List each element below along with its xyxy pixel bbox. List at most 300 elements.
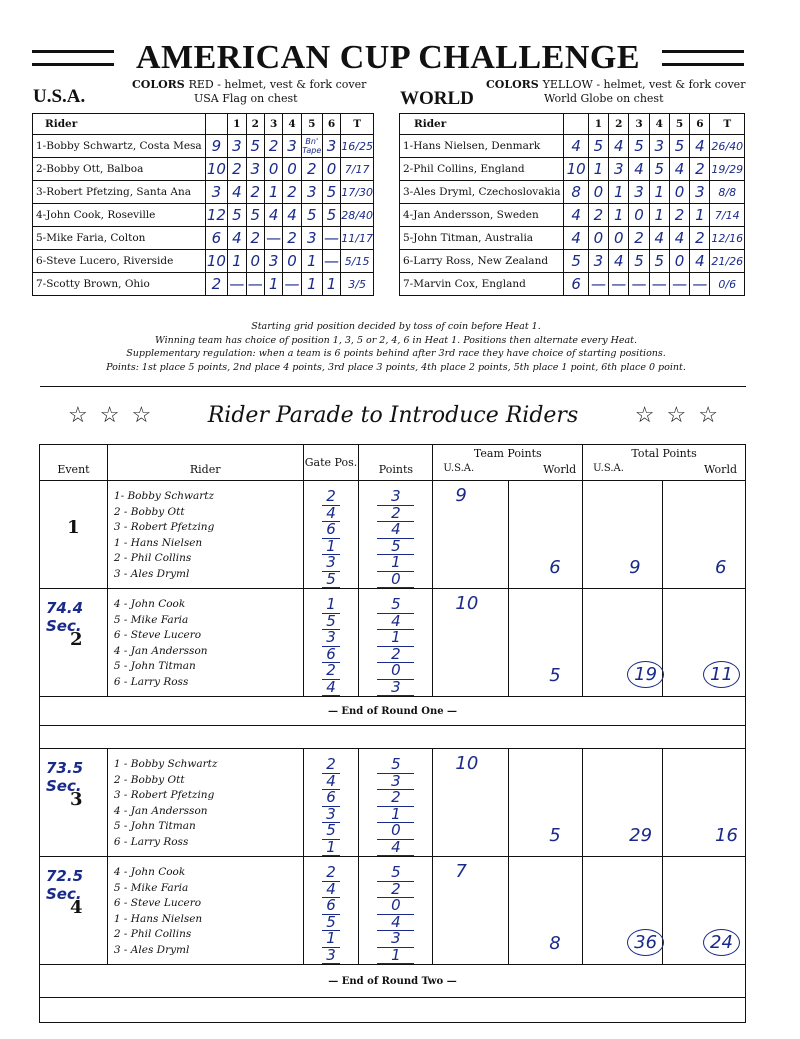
usa-heat-header: 3 bbox=[264, 114, 282, 135]
world-heat-score: 4 bbox=[690, 135, 710, 158]
event-row bbox=[40, 481, 746, 589]
usa-heat-header: 1 bbox=[228, 114, 246, 135]
world-grid-position: 6 bbox=[564, 273, 588, 296]
world-rider-header: Rider bbox=[400, 114, 564, 135]
world-heat-score: 0 bbox=[588, 227, 608, 250]
team-points-world-cell bbox=[509, 589, 583, 697]
usa-heat-score: 1 bbox=[301, 250, 322, 273]
total-world-header: World bbox=[663, 463, 746, 481]
gate-position: 4 bbox=[322, 680, 341, 697]
rider-points: 1 bbox=[377, 630, 414, 647]
world-heat-score: 2 bbox=[669, 204, 689, 227]
usa-heat-header: 2 bbox=[246, 114, 264, 135]
world-heat-score: 5 bbox=[588, 135, 608, 158]
event-rider: 1 - Hans Nielsen bbox=[113, 536, 203, 549]
world-rider-total: 12/16 bbox=[710, 227, 745, 250]
world-rider-row bbox=[400, 181, 745, 204]
rider-points: 5 bbox=[377, 757, 414, 774]
event-time-note: 73.5 Sec. bbox=[46, 759, 84, 795]
event-rider: 3 - Robert Pfetzing bbox=[113, 521, 215, 533]
world-grid-position: 8 bbox=[564, 181, 588, 204]
usa-heat-header: 5 bbox=[301, 114, 322, 135]
gate-positions-cell bbox=[303, 749, 359, 857]
world-rider-row bbox=[400, 250, 745, 273]
event-rider: 5 - Mike Faria bbox=[113, 613, 189, 626]
usa-heat-score: 1 bbox=[322, 273, 340, 296]
title-rule-left bbox=[32, 50, 114, 66]
gate-position: 2 bbox=[322, 757, 341, 774]
usa-rider-row bbox=[33, 158, 374, 181]
team-points-usa: 10 bbox=[455, 753, 479, 774]
team-world-header: World bbox=[509, 463, 583, 481]
gate-position: 3 bbox=[322, 630, 341, 647]
star-icon: ☆ bbox=[99, 403, 120, 428]
world-heat-score: 1 bbox=[649, 204, 669, 227]
rider-points: 2 bbox=[377, 882, 414, 899]
gate-position: 1 bbox=[322, 931, 341, 948]
total-points-world: 11 bbox=[703, 661, 740, 688]
team-points-usa-cell bbox=[433, 589, 509, 697]
world-rider-total: 19/29 bbox=[710, 158, 745, 181]
world-heat-score: 4 bbox=[629, 158, 649, 181]
event-rider: 4 - John Cook bbox=[113, 598, 186, 610]
world-heat-score: 1 bbox=[588, 158, 608, 181]
usa-rider-total: 5/15 bbox=[341, 250, 374, 273]
event-number-cell bbox=[40, 589, 108, 697]
event-rider: 1 - Bobby Schwartz bbox=[113, 758, 218, 770]
world-rider-name: 1-Hans Nielsen, Denmark bbox=[400, 135, 564, 158]
end-of-round-label: — End of Round Two — bbox=[40, 965, 746, 998]
points-cell bbox=[359, 749, 433, 857]
world-heat-score: 4 bbox=[669, 158, 689, 181]
rider-points: 5 bbox=[377, 865, 414, 882]
events-header-row bbox=[40, 445, 746, 463]
rider-points: 0 bbox=[377, 663, 414, 680]
world-riders-table bbox=[399, 113, 745, 296]
star-icon: ☆ bbox=[131, 403, 152, 428]
star-icon: ☆ bbox=[698, 403, 718, 428]
usa-rider-name: 3-Robert Pfetzing, Santa Ana bbox=[33, 181, 206, 204]
event-number: 4 bbox=[70, 897, 83, 918]
rider-points: 1 bbox=[377, 555, 414, 572]
note-line: Winning team has choice of position 1, 3, 5 or 2, 4, 6 in Heat 1. Positions then alternate every Heat. bbox=[155, 334, 637, 346]
world-rider-name: 7-Marvin Cox, England bbox=[400, 273, 564, 296]
rules-notes bbox=[40, 320, 752, 374]
world-heat-score: 4 bbox=[690, 250, 710, 273]
usa-grid-header bbox=[205, 114, 227, 135]
event-rider: 4 - John Cook bbox=[113, 866, 186, 878]
world-heat-score: 3 bbox=[690, 181, 710, 204]
world-heat-score: 3 bbox=[629, 181, 649, 204]
world-team-name: WORLD bbox=[400, 88, 474, 109]
usa-heat-score: 5 bbox=[246, 135, 264, 158]
usa-heat-score: 0 bbox=[264, 158, 282, 181]
event-rider: 1 - Hans Nielsen bbox=[113, 912, 203, 925]
world-heat-score: 2 bbox=[690, 227, 710, 250]
total-points-world-cell bbox=[663, 857, 746, 965]
gate-position: 3 bbox=[322, 555, 341, 572]
usa-rider-row bbox=[33, 135, 374, 158]
world-rider-total: 0/6 bbox=[710, 273, 745, 296]
world-heat-header: 2 bbox=[609, 114, 629, 135]
star-icon: ☆ bbox=[68, 403, 88, 428]
team-usa-header: U.S.A. bbox=[433, 463, 509, 481]
world-heat-score: 1 bbox=[609, 204, 629, 227]
gate-position: 6 bbox=[322, 790, 341, 807]
world-heat-score: — bbox=[669, 273, 689, 296]
world-heat-header: 3 bbox=[629, 114, 649, 135]
gate-position: 5 bbox=[322, 915, 341, 932]
stars-left bbox=[62, 398, 157, 434]
usa-rider-header: Rider bbox=[33, 114, 206, 135]
world-heat-score: 4 bbox=[649, 227, 669, 250]
event-number-cell bbox=[40, 749, 108, 857]
gate-position: 6 bbox=[322, 647, 341, 664]
world-heat-header: 1 bbox=[588, 114, 608, 135]
usa-heat-score: 2 bbox=[264, 135, 282, 158]
usa-grid-position: 3 bbox=[205, 181, 227, 204]
usa-rider-name: 6-Steve Lucero, Riverside bbox=[33, 250, 206, 273]
usa-rider-total: 11/17 bbox=[341, 227, 374, 250]
usa-heat-score: 5 bbox=[322, 204, 340, 227]
team-points-usa-cell bbox=[433, 857, 509, 965]
world-heat-score: 1 bbox=[690, 204, 710, 227]
event-number: 3 bbox=[70, 789, 83, 810]
usa-heat-score: Bn' Tape bbox=[301, 135, 322, 158]
note-line: Supplementary regulation: when a team is 6 points behind after 3rd race they have choice of starting positions. bbox=[126, 348, 666, 359]
event-time-note: 72.5 Sec. bbox=[46, 867, 84, 903]
usa-heat-score: 5 bbox=[301, 204, 322, 227]
usa-grid-position: 9 bbox=[205, 135, 227, 158]
gate-position: 4 bbox=[322, 774, 341, 791]
total-points-world: 24 bbox=[703, 929, 740, 956]
bottom-spacer-row bbox=[40, 998, 746, 1023]
usa-rider-name: 4-John Cook, Roseville bbox=[33, 204, 206, 227]
world-rider-row bbox=[400, 227, 745, 250]
gate-position: 3 bbox=[322, 948, 341, 965]
usa-heat-score: 2 bbox=[283, 181, 301, 204]
gate-position: 1 bbox=[322, 840, 341, 857]
world-grid-position: 5 bbox=[564, 250, 588, 273]
round-spacer-row bbox=[40, 726, 746, 749]
usa-heat-score: 0 bbox=[246, 250, 264, 273]
event-rider: 2 - Bobby Ott bbox=[113, 505, 185, 518]
rider-points: 4 bbox=[377, 522, 414, 539]
round-spacer bbox=[40, 726, 746, 749]
world-heat-score: — bbox=[588, 273, 608, 296]
gate-position: 6 bbox=[322, 522, 341, 539]
usa-heat-score: 3 bbox=[246, 158, 264, 181]
gate-position: 5 bbox=[322, 572, 341, 589]
total-points-usa-cell bbox=[583, 481, 663, 589]
total-points-world: 16 bbox=[715, 825, 738, 846]
usa-heat-score: — bbox=[264, 227, 282, 250]
event-riders-cell bbox=[107, 749, 303, 857]
rider-points: 1 bbox=[377, 948, 414, 965]
usa-heat-score: 4 bbox=[228, 227, 246, 250]
stars-right bbox=[629, 398, 724, 434]
gate-position: 1 bbox=[322, 539, 341, 556]
world-heat-score: 3 bbox=[588, 250, 608, 273]
world-grid-position: 4 bbox=[564, 135, 588, 158]
world-rider-name: 3-Ales Dryml, Czechoslovakia bbox=[400, 181, 564, 204]
total-points-usa-cell bbox=[583, 857, 663, 965]
total-points-world-cell bbox=[663, 749, 746, 857]
points-header: Points bbox=[359, 445, 433, 481]
usa-heat-score: 1 bbox=[301, 273, 322, 296]
event-rider: 1- Bobby Schwartz bbox=[113, 490, 215, 502]
world-total-header: T bbox=[710, 114, 745, 135]
usa-heat-score: 3 bbox=[228, 135, 246, 158]
usa-grid-position: 10 bbox=[205, 250, 227, 273]
total-points-usa: 36 bbox=[627, 929, 664, 956]
world-rider-total: 7/14 bbox=[710, 204, 745, 227]
usa-heat-score: 3 bbox=[322, 135, 340, 158]
note-line: Starting grid position decided by toss of coin before Heat 1. bbox=[251, 321, 541, 332]
gate-position: 4 bbox=[322, 882, 341, 899]
team-points-usa: 7 bbox=[455, 861, 467, 882]
events-table bbox=[39, 444, 746, 1023]
team-points-usa-cell bbox=[433, 481, 509, 589]
gate-positions-cell bbox=[303, 589, 359, 697]
usa-rider-total: 17/30 bbox=[341, 181, 374, 204]
usa-heat-score: 0 bbox=[322, 158, 340, 181]
event-riders-cell bbox=[107, 589, 303, 697]
rider-points: 3 bbox=[377, 931, 414, 948]
points-cell bbox=[359, 481, 433, 589]
gate-position: 4 bbox=[322, 506, 341, 523]
usa-colors-line1: RED - helmet, vest & fork cover bbox=[188, 78, 367, 91]
total-points-world-cell bbox=[663, 589, 746, 697]
bottom-spacer bbox=[40, 998, 746, 1023]
world-table-header bbox=[400, 114, 745, 135]
world-grid-header bbox=[564, 114, 588, 135]
rider-points: 5 bbox=[377, 539, 414, 556]
title-rule-right bbox=[662, 50, 744, 66]
team-points-usa: 9 bbox=[455, 485, 467, 506]
event-rider: 3 - Ales Dryml bbox=[113, 567, 190, 580]
usa-table-header bbox=[33, 114, 374, 135]
usa-heat-score: — bbox=[228, 273, 246, 296]
gate-positions-cell bbox=[303, 857, 359, 965]
world-heat-score: 2 bbox=[690, 158, 710, 181]
event-time-note: 74.4 Sec. bbox=[46, 599, 84, 635]
rider-points: 4 bbox=[377, 840, 414, 857]
points-cell bbox=[359, 589, 433, 697]
rider-points: 2 bbox=[377, 506, 414, 523]
team-points-world: 5 bbox=[549, 665, 561, 686]
world-heat-score: 0 bbox=[629, 204, 649, 227]
title-row bbox=[32, 40, 744, 80]
rider-points: 3 bbox=[377, 774, 414, 791]
rider-points: 5 bbox=[377, 597, 414, 614]
world-rider-name: 6-Larry Ross, New Zealand bbox=[400, 250, 564, 273]
usa-rider-name: 5-Mike Faria, Colton bbox=[33, 227, 206, 250]
total-points-usa: 19 bbox=[627, 661, 664, 688]
event-rider: 5 - John Titman bbox=[113, 820, 196, 832]
world-heat-score: — bbox=[649, 273, 669, 296]
usa-grid-position: 6 bbox=[205, 227, 227, 250]
world-heat-header: 5 bbox=[669, 114, 689, 135]
world-heat-score: 5 bbox=[649, 158, 669, 181]
world-heat-score: 5 bbox=[629, 135, 649, 158]
world-heat-header: 4 bbox=[649, 114, 669, 135]
world-heat-score: — bbox=[690, 273, 710, 296]
total-points-world-cell bbox=[663, 481, 746, 589]
total-points-usa-cell bbox=[583, 749, 663, 857]
usa-rider-total: 28/40 bbox=[341, 204, 374, 227]
usa-heat-score: 2 bbox=[228, 158, 246, 181]
divider bbox=[40, 386, 746, 387]
event-row bbox=[40, 749, 746, 857]
world-heat-score: — bbox=[629, 273, 649, 296]
event-riders-cell bbox=[107, 481, 303, 589]
usa-heat-score: — bbox=[246, 273, 264, 296]
end-round-one-row bbox=[40, 697, 746, 726]
points-cell bbox=[359, 857, 433, 965]
usa-heat-score: 1 bbox=[228, 250, 246, 273]
rider-header: Rider bbox=[107, 445, 303, 481]
team-points-usa-cell bbox=[433, 749, 509, 857]
world-heat-score: 5 bbox=[669, 135, 689, 158]
rider-points: 0 bbox=[377, 898, 414, 915]
world-heat-score: 5 bbox=[649, 250, 669, 273]
usa-rider-total: 3/5 bbox=[341, 273, 374, 296]
team-points-world: 5 bbox=[549, 825, 561, 846]
world-heat-header: 6 bbox=[690, 114, 710, 135]
parade-title: Rider Parade to Introduce Riders bbox=[207, 403, 579, 428]
event-number: 2 bbox=[70, 629, 83, 650]
world-heat-score: 3 bbox=[649, 135, 669, 158]
usa-heat-score: 2 bbox=[246, 227, 264, 250]
world-rider-row bbox=[400, 204, 745, 227]
page-title: AMERICAN CUP CHALLENGE bbox=[135, 39, 641, 76]
event-rider: 6 - Steve Lucero bbox=[113, 897, 202, 909]
usa-rider-name: 7-Scotty Brown, Ohio bbox=[33, 273, 206, 296]
world-heat-score: 1 bbox=[649, 181, 669, 204]
usa-rider-row bbox=[33, 227, 374, 250]
rider-points: 1 bbox=[377, 807, 414, 824]
usa-heat-score: 1 bbox=[264, 273, 282, 296]
usa-heat-score: 2 bbox=[283, 227, 301, 250]
event-rider: 6 - Steve Lucero bbox=[113, 629, 202, 641]
usa-heat-score: — bbox=[283, 273, 301, 296]
rider-points: 4 bbox=[377, 915, 414, 932]
event-rider: 6 - Larry Ross bbox=[113, 675, 189, 688]
event-rider: 5 - John Titman bbox=[113, 660, 196, 672]
end-of-round-label: — End of Round One — bbox=[40, 697, 746, 726]
usa-rider-total: 7/17 bbox=[341, 158, 374, 181]
world-colors bbox=[486, 78, 745, 106]
gate-position: 2 bbox=[322, 663, 341, 680]
usa-heat-score: 5 bbox=[246, 204, 264, 227]
total-points-usa-cell bbox=[583, 589, 663, 697]
usa-colors bbox=[132, 78, 366, 106]
event-number: 1 bbox=[67, 517, 80, 538]
world-grid-position: 4 bbox=[564, 227, 588, 250]
total-points-usa: 29 bbox=[629, 825, 653, 846]
team-points-header: Team Points bbox=[433, 445, 583, 463]
gate-position: 5 bbox=[322, 614, 341, 631]
usa-heat-score: 4 bbox=[264, 204, 282, 227]
world-team-heading bbox=[400, 88, 474, 110]
usa-heat-score: 0 bbox=[283, 158, 301, 181]
world-rider-name: 2-Phil Collins, England bbox=[400, 158, 564, 181]
usa-colors-line2: USA Flag on chest bbox=[194, 92, 298, 105]
gate-position: 5 bbox=[322, 823, 341, 840]
usa-rider-name: 1-Bobby Schwartz, Costa Mesa bbox=[33, 135, 206, 158]
world-heat-score: 0 bbox=[669, 181, 689, 204]
usa-heat-score: 3 bbox=[301, 227, 322, 250]
star-icon: ☆ bbox=[666, 403, 687, 428]
world-heat-score: — bbox=[609, 273, 629, 296]
usa-team-heading bbox=[33, 86, 85, 108]
world-rider-row bbox=[400, 158, 745, 181]
team-points-world-cell bbox=[509, 749, 583, 857]
world-colors-line2: World Globe on chest bbox=[544, 92, 664, 105]
team-points-world-cell bbox=[509, 481, 583, 589]
total-points-world: 6 bbox=[715, 557, 727, 578]
world-heat-score: 5 bbox=[629, 250, 649, 273]
usa-heat-score: 2 bbox=[301, 158, 322, 181]
team-points-usa: 10 bbox=[455, 593, 479, 614]
world-heat-score: 0 bbox=[609, 227, 629, 250]
usa-heat-score: — bbox=[322, 250, 340, 273]
gate-position: 2 bbox=[322, 489, 341, 506]
world-heat-score: 0 bbox=[669, 250, 689, 273]
usa-heat-score: — bbox=[322, 227, 340, 250]
usa-heat-score: 4 bbox=[228, 181, 246, 204]
world-heat-score: 4 bbox=[609, 250, 629, 273]
event-rider: 2 - Bobby Ott bbox=[113, 773, 185, 786]
world-rider-name: 4-Jan Andersson, Sweden bbox=[400, 204, 564, 227]
rider-points: 3 bbox=[377, 489, 414, 506]
event-rider: 4 - Jan Andersson bbox=[113, 644, 208, 657]
world-rider-row bbox=[400, 135, 745, 158]
usa-heat-header: 6 bbox=[322, 114, 340, 135]
rider-points: 0 bbox=[377, 823, 414, 840]
event-rider: 2 - Phil Collins bbox=[113, 552, 192, 564]
total-points-usa: 9 bbox=[629, 557, 641, 578]
event-number-cell bbox=[40, 857, 108, 965]
usa-rider-row bbox=[33, 204, 374, 227]
world-colors-label: COLORS bbox=[486, 78, 539, 91]
parade-banner bbox=[40, 398, 746, 434]
usa-riders-table bbox=[32, 113, 374, 296]
gate-positions-cell bbox=[303, 481, 359, 589]
event-rider: 5 - Mike Faria bbox=[113, 881, 189, 894]
event-row bbox=[40, 589, 746, 697]
event-rider: 2 - Phil Collins bbox=[113, 928, 192, 940]
event-row bbox=[40, 857, 746, 965]
world-rider-total: 26/40 bbox=[710, 135, 745, 158]
usa-heat-score: 3 bbox=[283, 135, 301, 158]
world-heat-score: 1 bbox=[609, 181, 629, 204]
rider-points: 3 bbox=[377, 680, 414, 697]
usa-rider-row bbox=[33, 250, 374, 273]
world-grid-position: 10 bbox=[564, 158, 588, 181]
usa-grid-position: 12 bbox=[205, 204, 227, 227]
event-rider: 3 - Ales Dryml bbox=[113, 943, 190, 956]
world-grid-position: 4 bbox=[564, 204, 588, 227]
team-points-world: 6 bbox=[549, 557, 561, 578]
usa-heat-score: 5 bbox=[322, 181, 340, 204]
world-heat-score: 2 bbox=[588, 204, 608, 227]
world-heat-score: 4 bbox=[609, 135, 629, 158]
usa-heat-score: 2 bbox=[246, 181, 264, 204]
usa-heat-score: 0 bbox=[283, 250, 301, 273]
event-header: Event bbox=[40, 445, 108, 481]
